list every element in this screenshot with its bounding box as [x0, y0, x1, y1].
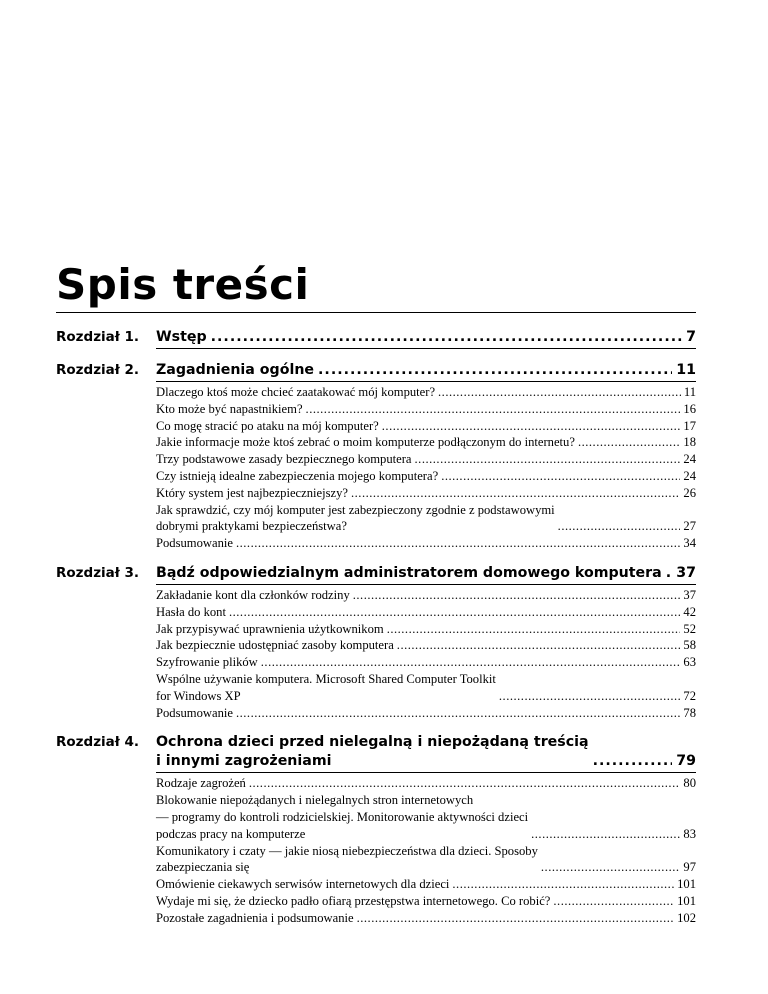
section-entry[interactable]	[156, 604, 696, 621]
section-title: Dlaczego ktoś może chcieć zaatakować mój komputer?	[156, 385, 436, 399]
dot-leader	[306, 401, 681, 418]
section-title: Kto może być napastnikiem?	[156, 401, 303, 416]
table-of-contents	[56, 320, 696, 931]
section-page-number: 37	[683, 587, 696, 602]
section-page-number: 18	[683, 435, 696, 450]
dot-leader	[397, 637, 681, 654]
section-page-number: 101	[677, 893, 696, 908]
page-title: Spis treści	[56, 260, 310, 310]
chapter-entry	[56, 353, 696, 552]
section-list	[156, 585, 696, 721]
section-entry[interactable]	[156, 876, 696, 893]
dot-leader	[249, 775, 681, 792]
chapter-page-number: 37	[676, 564, 696, 581]
dot-leader	[499, 688, 681, 705]
dot-leader	[438, 384, 681, 401]
section-title: Szyfrowanie plików	[156, 655, 258, 670]
section-entry[interactable]	[156, 418, 696, 435]
section-entry[interactable]	[156, 705, 696, 722]
dot-leader	[415, 451, 681, 468]
section-title: Jak bezpiecznie udostępniać zasoby komputera	[156, 638, 394, 653]
chapter-title: Wstęp	[156, 329, 207, 345]
section-entry[interactable]	[156, 910, 696, 927]
section-entry[interactable]	[156, 485, 696, 502]
section-title: Co mogę stracić po ataku na mój komputer?	[156, 418, 379, 433]
section-title: Zakładanie kont dla członków rodziny	[156, 587, 350, 602]
section-entry[interactable]	[156, 843, 696, 877]
section-page-number: 16	[683, 401, 696, 416]
dot-leader	[441, 468, 680, 485]
dot-leader	[553, 893, 674, 910]
section-entry[interactable]	[156, 671, 696, 705]
section-page-number: 101	[677, 877, 696, 892]
section-title: Jak przypisywać uprawnienia użytkownikom	[156, 621, 384, 636]
chapter-heading[interactable]	[156, 556, 696, 585]
chapter-label: Rozdział 4.	[56, 734, 140, 751]
section-entry[interactable]	[156, 535, 696, 552]
chapter-entry	[56, 725, 696, 926]
section-title: Podsumowanie	[156, 536, 233, 551]
chapter-page-number: 79	[676, 753, 696, 770]
section-page-number: 27	[683, 519, 696, 534]
section-page-number: 83	[683, 826, 696, 841]
section-list	[156, 773, 696, 926]
section-entry[interactable]	[156, 893, 696, 910]
dot-leader	[541, 859, 681, 876]
dot-leader	[318, 361, 672, 380]
section-entry[interactable]	[156, 654, 696, 671]
section-entry[interactable]	[156, 502, 696, 536]
section-page-number: 26	[683, 485, 696, 500]
dot-leader	[351, 485, 680, 502]
dot-leader	[261, 654, 681, 671]
chapter-label: Rozdział 2.	[56, 362, 140, 378]
dot-leader	[211, 328, 682, 347]
dot-leader	[357, 910, 675, 927]
dot-leader	[387, 621, 681, 638]
chapter-label: Rozdział 1.	[56, 329, 140, 345]
section-entry[interactable]	[156, 637, 696, 654]
section-entry[interactable]	[156, 434, 696, 451]
dot-leader	[531, 826, 680, 843]
chapter-title: Ochrona dzieci przed nielegalną i niepożądaną treścią i innymi zagrożeniami	[156, 734, 589, 770]
section-page-number: 58	[683, 638, 696, 653]
dot-leader	[382, 418, 681, 435]
section-title: Jak sprawdzić, czy mój komputer jest zabezpieczony zgodnie z podstawowymi dobrymi praktykami bezpieczeństwa?	[156, 502, 555, 534]
chapter-title: Zagadnienia ogólne	[156, 362, 315, 378]
chapter-heading[interactable]	[156, 320, 696, 349]
chapter-label: Rozdział 3.	[56, 564, 140, 581]
section-title: Trzy podstawowe zasady bezpiecznego komputera	[156, 452, 412, 467]
chapter-heading[interactable]	[156, 725, 696, 773]
section-page-number: 72	[683, 688, 696, 703]
section-page-number: 34	[683, 536, 696, 551]
dot-leader	[593, 752, 673, 771]
section-entry[interactable]	[156, 587, 696, 604]
section-title: Czy istnieją idealne zabezpieczenia mojego komputera?	[156, 468, 439, 483]
section-page-number: 102	[677, 910, 696, 925]
chapter-heading[interactable]	[156, 353, 696, 382]
dot-leader	[236, 535, 680, 552]
dot-leader	[229, 604, 680, 621]
section-title: Jakie informacje może ktoś zebrać o moim komputerze podłączonym do internetu?	[156, 435, 575, 450]
section-entry[interactable]	[156, 401, 696, 418]
section-title: Który system jest najbezpieczniejszy?	[156, 485, 348, 500]
section-title: Wspólne używanie komputera. Microsoft Shared Computer Toolkit for Windows XP	[156, 671, 496, 703]
section-title: Blokowanie niepożądanych i nielegalnych stron internetowych — programy do kontroli rodzicielskiej. Monitorowanie aktywności dzieci podczas pracy na komputerze	[156, 793, 529, 841]
section-entry[interactable]	[156, 621, 696, 638]
chapter-entry	[56, 556, 696, 721]
section-list	[156, 382, 696, 552]
dot-leader	[353, 587, 681, 604]
section-title: Pozostałe zagadnienia i podsumowanie	[156, 910, 354, 925]
section-title: Omówienie ciekawych serwisów internetowych dla dzieci	[156, 877, 450, 892]
section-page-number: 11	[683, 385, 696, 399]
section-entry[interactable]	[156, 792, 696, 842]
section-entry[interactable]	[156, 384, 696, 401]
section-page-number: 80	[683, 776, 696, 791]
chapter-entry	[56, 320, 696, 349]
section-page-number: 97	[683, 860, 696, 875]
chapter-title: Bądź odpowiedzialnym administratorem domowego komputera	[156, 564, 662, 581]
dot-leader	[578, 434, 680, 451]
section-page-number: 42	[683, 604, 696, 619]
section-entry[interactable]	[156, 468, 696, 485]
section-title: Komunikatory i czaty — jakie niosą niebezpieczeństwa dla dzieci. Sposoby zabezpieczania się	[156, 843, 538, 875]
section-page-number: 24	[683, 468, 696, 483]
title-divider	[56, 312, 696, 313]
section-page-number: 24	[683, 452, 696, 467]
dot-leader	[452, 876, 674, 893]
section-page-number: 78	[683, 705, 696, 720]
dot-leader	[666, 564, 673, 583]
section-title: Hasła do kont	[156, 604, 226, 619]
section-title: Wydaje mi się, że dziecko padło ofiarą przestępstwa internetowego. Co robić?	[156, 893, 551, 908]
section-title: Rodzaje zagrożeń	[156, 776, 246, 791]
section-title: Podsumowanie	[156, 705, 233, 720]
chapter-page-number: 7	[686, 329, 696, 345]
chapter-page-number: 11	[676, 362, 696, 378]
section-entry[interactable]	[156, 775, 696, 792]
section-page-number: 52	[683, 621, 696, 636]
section-page-number: 17	[683, 418, 696, 433]
dot-leader	[236, 705, 680, 722]
section-page-number: 63	[683, 655, 696, 670]
dot-leader	[558, 518, 681, 535]
section-entry[interactable]	[156, 451, 696, 468]
